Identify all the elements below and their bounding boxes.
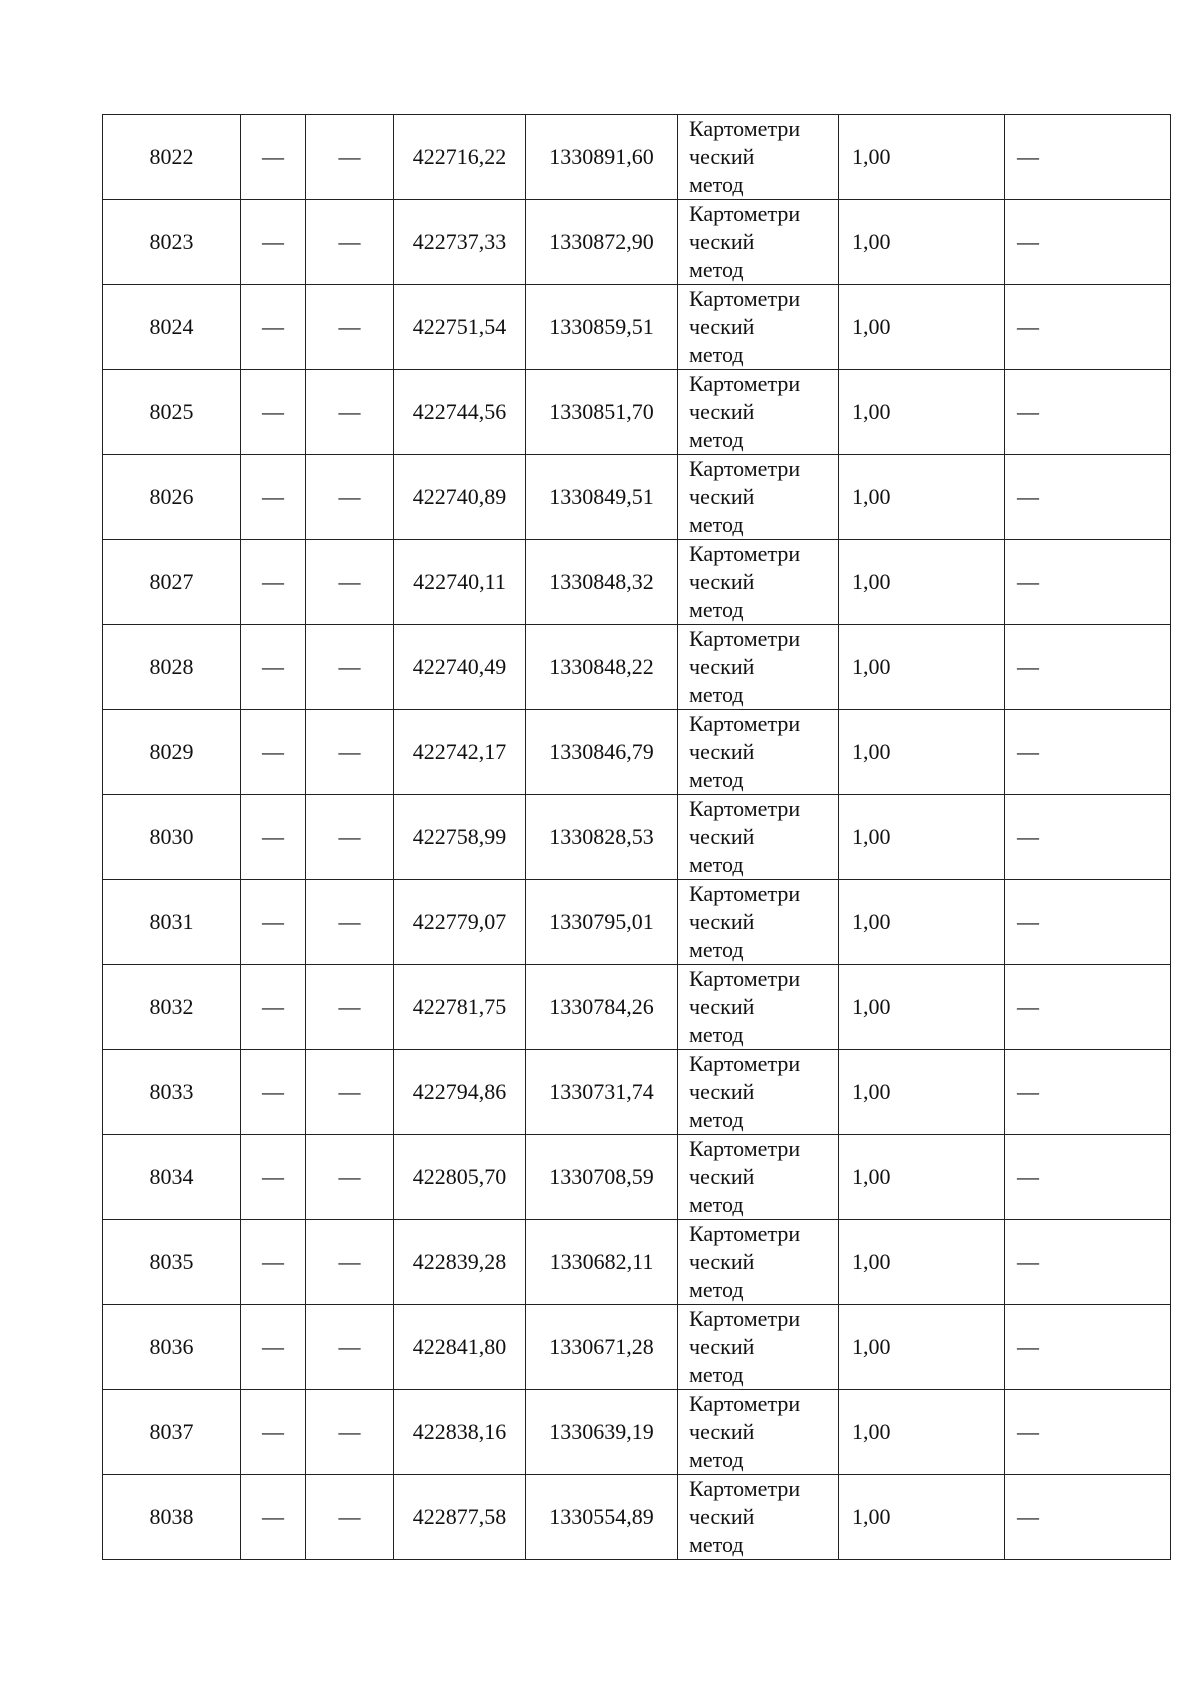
method-line: Картометри (689, 966, 801, 991)
dash-cell: — (306, 115, 394, 200)
dash-cell: — (306, 455, 394, 540)
dash-cell: — (241, 540, 306, 625)
x-coordinate-cell: 422794,86 (394, 1050, 526, 1135)
dash-cell: — (241, 455, 306, 540)
point-number-cell: 8035 (103, 1220, 241, 1305)
x-coordinate-cell: 422740,11 (394, 540, 526, 625)
note-cell: — (1005, 1135, 1171, 1220)
method-line: метод (689, 767, 744, 792)
method-cell (678, 625, 839, 710)
table-row (103, 1135, 1171, 1220)
table-row (103, 965, 1171, 1050)
method-cell (678, 965, 839, 1050)
method-line: ческий (689, 1419, 755, 1444)
method-line: Картометри (689, 1051, 801, 1076)
x-coordinate-cell: 422841,80 (394, 1305, 526, 1390)
x-coordinate-cell: 422740,89 (394, 455, 526, 540)
table-row (103, 880, 1171, 965)
method-cell (678, 1135, 839, 1220)
method-line: метод (689, 1532, 744, 1557)
dash-cell: — (306, 370, 394, 455)
accuracy-cell: 1,00 (839, 285, 1005, 370)
y-coordinate-cell: 1330682,11 (526, 1220, 678, 1305)
point-number-cell: 8037 (103, 1390, 241, 1475)
y-coordinate-cell: 1330731,74 (526, 1050, 678, 1135)
accuracy-cell: 1,00 (839, 115, 1005, 200)
accuracy-cell: 1,00 (839, 1220, 1005, 1305)
y-coordinate-cell: 1330859,51 (526, 285, 678, 370)
method-line: метод (689, 427, 744, 452)
method-cell (678, 285, 839, 370)
method-cell (678, 1390, 839, 1475)
dash-cell: — (241, 1220, 306, 1305)
table-row (103, 1050, 1171, 1135)
method-line: ческий (689, 1164, 755, 1189)
x-coordinate-cell: 422716,22 (394, 115, 526, 200)
method-line: метод (689, 257, 744, 282)
y-coordinate-cell: 1330891,60 (526, 115, 678, 200)
method-line: ческий (689, 654, 755, 679)
method-line: Картометри (689, 1306, 801, 1331)
method-line: метод (689, 1192, 744, 1217)
accuracy-cell: 1,00 (839, 200, 1005, 285)
point-number-cell: 8034 (103, 1135, 241, 1220)
dash-cell: — (241, 1305, 306, 1390)
method-cell (678, 880, 839, 965)
accuracy-cell: 1,00 (839, 1475, 1005, 1560)
note-cell: — (1005, 200, 1171, 285)
accuracy-cell: 1,00 (839, 1050, 1005, 1135)
dash-cell: — (306, 1050, 394, 1135)
note-cell: — (1005, 1390, 1171, 1475)
x-coordinate-cell: 422737,33 (394, 200, 526, 285)
dash-cell: — (306, 795, 394, 880)
dash-cell: — (241, 795, 306, 880)
note-cell: — (1005, 115, 1171, 200)
dash-cell: — (241, 965, 306, 1050)
accuracy-cell: 1,00 (839, 1390, 1005, 1475)
table-row (103, 540, 1171, 625)
note-cell: — (1005, 880, 1171, 965)
point-number-cell: 8038 (103, 1475, 241, 1560)
note-cell: — (1005, 1305, 1171, 1390)
dash-cell: — (306, 1135, 394, 1220)
table-row (103, 285, 1171, 370)
method-line: Картометри (689, 1391, 801, 1416)
note-cell: — (1005, 965, 1171, 1050)
dash-cell: — (241, 1390, 306, 1475)
method-cell (678, 200, 839, 285)
dash-cell: — (306, 1390, 394, 1475)
table-row (103, 1305, 1171, 1390)
y-coordinate-cell: 1330846,79 (526, 710, 678, 795)
table-row (103, 795, 1171, 880)
method-line: ческий (689, 399, 755, 424)
y-coordinate-cell: 1330639,19 (526, 1390, 678, 1475)
method-line: Картометри (689, 116, 801, 141)
method-line: ческий (689, 144, 755, 169)
note-cell: — (1005, 540, 1171, 625)
note-cell: — (1005, 370, 1171, 455)
point-number-cell: 8032 (103, 965, 241, 1050)
dash-cell: — (306, 540, 394, 625)
note-cell: — (1005, 710, 1171, 795)
x-coordinate-cell: 422751,54 (394, 285, 526, 370)
method-line: ческий (689, 1249, 755, 1274)
table-row (103, 1390, 1171, 1475)
method-line: ческий (689, 1079, 755, 1104)
note-cell: — (1005, 1050, 1171, 1135)
y-coordinate-cell: 1330708,59 (526, 1135, 678, 1220)
method-cell (678, 1050, 839, 1135)
dash-cell: — (306, 965, 394, 1050)
table-row (103, 455, 1171, 540)
y-coordinate-cell: 1330671,28 (526, 1305, 678, 1390)
accuracy-cell: 1,00 (839, 965, 1005, 1050)
method-line: метод (689, 1277, 744, 1302)
accuracy-cell: 1,00 (839, 625, 1005, 710)
dash-cell: — (241, 1135, 306, 1220)
accuracy-cell: 1,00 (839, 370, 1005, 455)
x-coordinate-cell: 422877,58 (394, 1475, 526, 1560)
point-number-cell: 8025 (103, 370, 241, 455)
dash-cell: — (306, 1305, 394, 1390)
method-cell (678, 710, 839, 795)
method-line: ческий (689, 484, 755, 509)
method-line: метод (689, 342, 744, 367)
accuracy-cell: 1,00 (839, 795, 1005, 880)
point-number-cell: 8031 (103, 880, 241, 965)
dash-cell: — (241, 370, 306, 455)
method-cell (678, 370, 839, 455)
table-row (103, 370, 1171, 455)
method-line: ческий (689, 1504, 755, 1529)
method-line: ческий (689, 909, 755, 934)
point-number-cell: 8026 (103, 455, 241, 540)
method-line: Картометри (689, 371, 801, 396)
point-number-cell: 8027 (103, 540, 241, 625)
point-number-cell: 8024 (103, 285, 241, 370)
y-coordinate-cell: 1330554,89 (526, 1475, 678, 1560)
dash-cell: — (241, 1050, 306, 1135)
y-coordinate-cell: 1330872,90 (526, 200, 678, 285)
y-coordinate-cell: 1330848,22 (526, 625, 678, 710)
method-line: ческий (689, 739, 755, 764)
dash-cell: — (241, 710, 306, 795)
method-cell (678, 1220, 839, 1305)
method-cell (678, 1305, 839, 1390)
note-cell: — (1005, 285, 1171, 370)
note-cell: — (1005, 625, 1171, 710)
method-line: Картометри (689, 201, 801, 226)
method-line: Картометри (689, 881, 801, 906)
table-body (103, 115, 1171, 1560)
point-number-cell: 8023 (103, 200, 241, 285)
dash-cell: — (306, 880, 394, 965)
method-line: Картометри (689, 1136, 801, 1161)
table-row (103, 200, 1171, 285)
accuracy-cell: 1,00 (839, 1305, 1005, 1390)
x-coordinate-cell: 422805,70 (394, 1135, 526, 1220)
table-row (103, 115, 1171, 200)
dash-cell: — (241, 285, 306, 370)
method-line: Картометри (689, 796, 801, 821)
method-line: метод (689, 937, 744, 962)
x-coordinate-cell: 422839,28 (394, 1220, 526, 1305)
dash-cell: — (306, 1220, 394, 1305)
x-coordinate-cell: 422779,07 (394, 880, 526, 965)
dash-cell: — (241, 200, 306, 285)
method-line: метод (689, 172, 744, 197)
method-cell (678, 115, 839, 200)
point-number-cell: 8022 (103, 115, 241, 200)
point-number-cell: 8033 (103, 1050, 241, 1135)
method-line: ческий (689, 994, 755, 1019)
x-coordinate-cell: 422838,16 (394, 1390, 526, 1475)
dash-cell: — (241, 625, 306, 710)
accuracy-cell: 1,00 (839, 710, 1005, 795)
dash-cell: — (241, 880, 306, 965)
table-row (103, 1220, 1171, 1305)
method-line: метод (689, 597, 744, 622)
method-line: Картометри (689, 456, 801, 481)
dash-cell: — (306, 200, 394, 285)
method-line: метод (689, 1447, 744, 1472)
method-cell (678, 455, 839, 540)
table-row (103, 1475, 1171, 1560)
table-row (103, 710, 1171, 795)
accuracy-cell: 1,00 (839, 455, 1005, 540)
dash-cell: — (241, 1475, 306, 1560)
method-line: метод (689, 682, 744, 707)
method-line: ческий (689, 824, 755, 849)
note-cell: — (1005, 1475, 1171, 1560)
y-coordinate-cell: 1330828,53 (526, 795, 678, 880)
method-cell (678, 540, 839, 625)
method-cell (678, 1475, 839, 1560)
y-coordinate-cell: 1330851,70 (526, 370, 678, 455)
method-cell (678, 795, 839, 880)
method-line: Картометри (689, 711, 801, 736)
x-coordinate-cell: 422742,17 (394, 710, 526, 795)
y-coordinate-cell: 1330848,32 (526, 540, 678, 625)
point-number-cell: 8029 (103, 710, 241, 795)
x-coordinate-cell: 422744,56 (394, 370, 526, 455)
point-number-cell: 8028 (103, 625, 241, 710)
y-coordinate-cell: 1330784,26 (526, 965, 678, 1050)
method-line: Картометри (689, 541, 801, 566)
method-line: метод (689, 512, 744, 537)
coordinates-table (102, 114, 1171, 1560)
method-line: метод (689, 1362, 744, 1387)
method-line: Картометри (689, 286, 801, 311)
note-cell: — (1005, 455, 1171, 540)
x-coordinate-cell: 422758,99 (394, 795, 526, 880)
y-coordinate-cell: 1330849,51 (526, 455, 678, 540)
dash-cell: — (306, 285, 394, 370)
method-line: ческий (689, 314, 755, 339)
dash-cell: — (306, 1475, 394, 1560)
note-cell: — (1005, 795, 1171, 880)
y-coordinate-cell: 1330795,01 (526, 880, 678, 965)
method-line: ческий (689, 229, 755, 254)
method-line: Картометри (689, 1476, 801, 1501)
method-line: метод (689, 1022, 744, 1047)
dash-cell: — (306, 710, 394, 795)
method-line: Картометри (689, 626, 801, 651)
method-line: метод (689, 1107, 744, 1132)
table-row (103, 625, 1171, 710)
accuracy-cell: 1,00 (839, 540, 1005, 625)
point-number-cell: 8036 (103, 1305, 241, 1390)
method-line: Картометри (689, 1221, 801, 1246)
dash-cell: — (241, 115, 306, 200)
point-number-cell: 8030 (103, 795, 241, 880)
method-line: метод (689, 852, 744, 877)
x-coordinate-cell: 422740,49 (394, 625, 526, 710)
x-coordinate-cell: 422781,75 (394, 965, 526, 1050)
dash-cell: — (306, 625, 394, 710)
accuracy-cell: 1,00 (839, 1135, 1005, 1220)
accuracy-cell: 1,00 (839, 880, 1005, 965)
method-line: ческий (689, 1334, 755, 1359)
note-cell: — (1005, 1220, 1171, 1305)
method-line: ческий (689, 569, 755, 594)
